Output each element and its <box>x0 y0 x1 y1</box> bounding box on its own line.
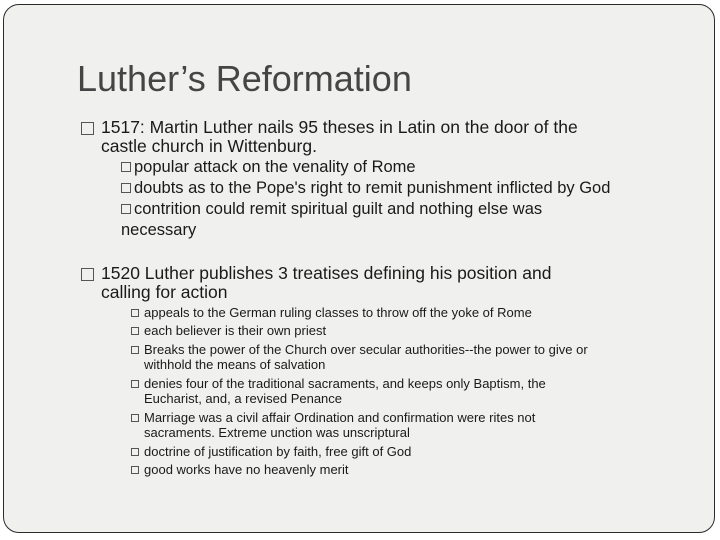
sub-item: each believer is their own priest <box>144 323 588 338</box>
square-bullet-icon <box>81 122 94 135</box>
sub-item: doctrine of justification by faith, free gift of God <box>144 444 588 459</box>
square-bullet-icon <box>121 183 131 193</box>
sub-item: good works have no heavenly merit <box>144 462 588 477</box>
bullet-1520-line1: 1520 Luther publishes 3 treatises defining his position and <box>101 264 551 283</box>
square-bullet-icon <box>131 414 139 422</box>
sub-item: popular attack on the venality of Rome <box>134 157 610 178</box>
square-bullet-icon <box>131 448 139 456</box>
sub-item: doubts as to the Pope's right to remit punishment inflicted by God <box>134 178 610 199</box>
bullet-1517-subitems <box>121 157 611 241</box>
square-bullet-icon <box>121 204 131 214</box>
sub-item-continuation: sacraments. Extreme unction was unscriptural <box>144 425 410 440</box>
square-bullet-icon <box>131 466 139 474</box>
sub-item: Breaks the power of the Church over secular authorities--the power to give or <box>144 344 588 356</box>
square-bullet-icon <box>81 268 94 281</box>
square-bullet-icon <box>131 327 139 335</box>
sub-item: denies four of the traditional sacraments, and keeps only Baptism, the <box>144 378 588 390</box>
sub-item-continuation: necessary <box>121 221 197 239</box>
bullet-1520-line2: calling for action <box>101 282 228 302</box>
sub-item: appeals to the German ruling classes to throw off the yoke of Rome <box>144 305 588 320</box>
square-bullet-icon <box>131 380 139 388</box>
sub-item: Marriage was a civil affair Ordination and confirmation were rites not <box>144 412 588 424</box>
bullet-1517 <box>101 118 578 156</box>
slide-title: Luther’s Reformation <box>77 58 412 99</box>
bullet-1520 <box>101 264 551 302</box>
sub-item: contrition could remit spiritual guilt and nothing else was <box>134 199 610 220</box>
bullet-1517-line2: castle church in Wittenburg. <box>101 136 317 156</box>
bullet-1520-subitems <box>144 305 588 477</box>
sub-item-continuation: withhold the means of salvation <box>144 357 326 372</box>
sub-item-continuation: Eucharist, and, a revised Penance <box>144 391 343 406</box>
bullet-1517-line1: 1517: Martin Luther nails 95 theses in Latin on the door of the <box>101 118 578 137</box>
square-bullet-icon <box>121 162 131 172</box>
square-bullet-icon <box>131 309 139 317</box>
square-bullet-icon <box>131 346 139 354</box>
